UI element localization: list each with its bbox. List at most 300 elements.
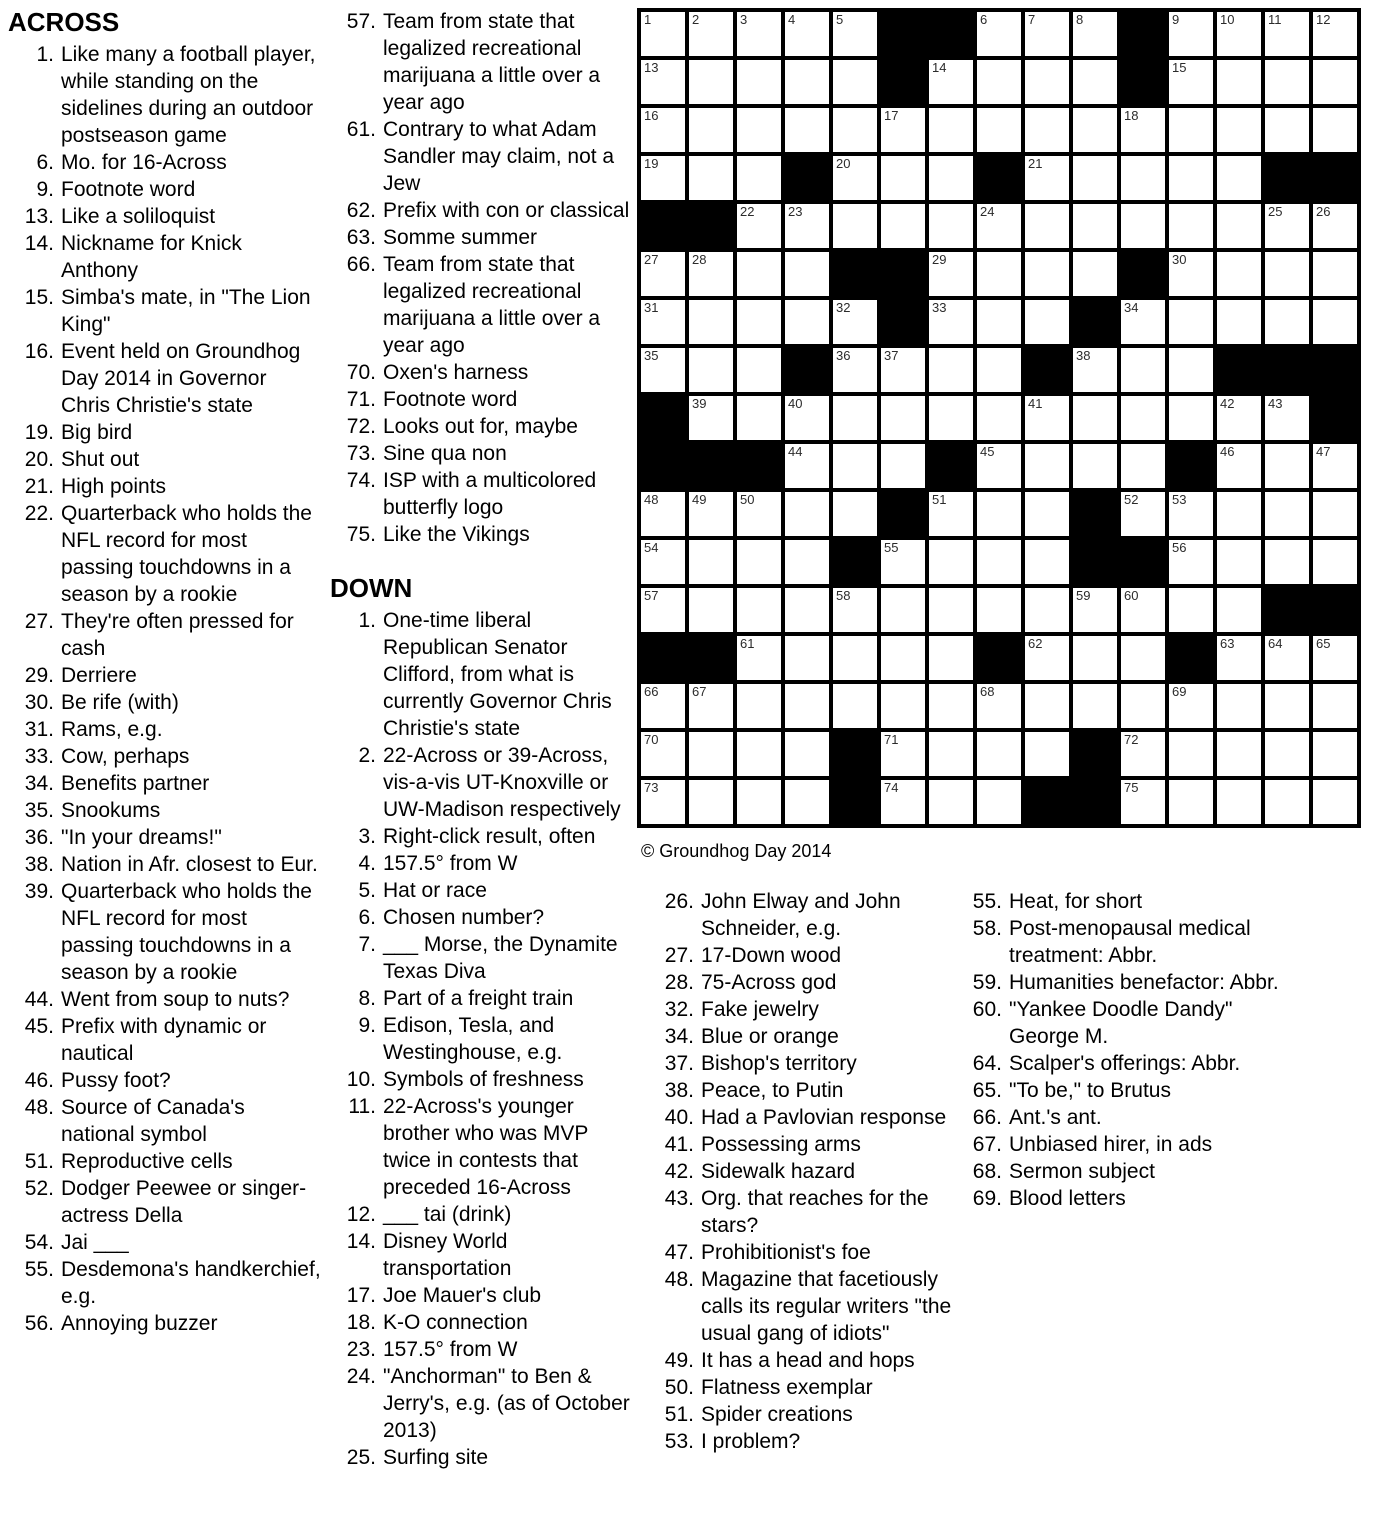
grid-cell[interactable] — [1265, 540, 1309, 584]
clue-text: Post-menopausal medical treatment: Abbr. — [1009, 917, 1251, 967]
grid-cell[interactable] — [785, 300, 829, 344]
grid-cell[interactable] — [1073, 156, 1117, 200]
grid-cell[interactable] — [1121, 348, 1165, 392]
grid-cell[interactable] — [833, 636, 877, 680]
grid-cell[interactable] — [1217, 492, 1261, 536]
grid-cell[interactable] — [785, 60, 829, 104]
grid-cell[interactable] — [1073, 348, 1117, 392]
clue-across-20 — [8, 446, 321, 473]
clue-text: Quarterback who holds the NFL record for most passing touchdowns in a season by a rookie — [61, 502, 312, 606]
grid-cell[interactable] — [1265, 444, 1309, 488]
grid-cell[interactable] — [1265, 108, 1309, 152]
clue-across-30 — [8, 689, 321, 716]
grid-cell[interactable] — [1265, 300, 1309, 344]
grid-cell[interactable] — [929, 780, 973, 824]
grid-cell[interactable] — [881, 540, 925, 584]
grid-cell[interactable] — [833, 684, 877, 728]
cell-number: 34 — [1124, 300, 1139, 315]
cell-number: 5 — [836, 12, 844, 27]
grid-cell[interactable] — [689, 12, 733, 56]
clue-number: 38. — [24, 853, 54, 876]
grid-cell[interactable] — [881, 780, 925, 824]
clue-number: 62. — [346, 199, 376, 222]
grid-cell[interactable] — [881, 588, 925, 632]
clue-across-56 — [8, 1310, 321, 1337]
grid-cell[interactable] — [737, 492, 781, 536]
clue-down-17 — [330, 1282, 637, 1309]
grid-cell[interactable] — [1217, 252, 1261, 296]
grid-cell[interactable] — [929, 540, 973, 584]
cell-number: 47 — [1316, 444, 1331, 459]
clue-text: Somme summer — [383, 226, 538, 249]
grid-cell[interactable] — [641, 348, 685, 392]
grid-cell[interactable] — [1073, 204, 1117, 248]
grid-cell[interactable] — [785, 444, 829, 488]
clue-text: Scalper's offerings: Abbr. — [1009, 1052, 1241, 1075]
grid-cell[interactable] — [1073, 444, 1117, 488]
grid-cell[interactable] — [1073, 636, 1117, 680]
grid-cell[interactable] — [785, 204, 829, 248]
clue-number: 34. — [664, 1025, 694, 1048]
clue-text: Right-click result, often — [383, 825, 596, 848]
clue-across-51 — [8, 1148, 321, 1175]
grid-cell[interactable] — [929, 156, 973, 200]
cell-number: 73 — [644, 780, 659, 795]
grid-cell[interactable] — [1025, 108, 1069, 152]
grid-cell[interactable] — [689, 780, 733, 824]
grid-cell[interactable] — [881, 684, 925, 728]
grid-cell[interactable] — [1265, 204, 1309, 248]
grid-cell-black — [785, 348, 829, 392]
clue-down-40 — [648, 1104, 953, 1131]
grid-cell[interactable] — [689, 108, 733, 152]
cell-number: 50 — [740, 492, 755, 507]
grid-cell[interactable] — [1313, 300, 1357, 344]
grid-cell[interactable] — [881, 156, 925, 200]
cell-number: 28 — [692, 252, 707, 267]
grid-cell[interactable] — [1265, 732, 1309, 776]
grid-cell[interactable] — [737, 156, 781, 200]
grid-cell[interactable] — [1217, 108, 1261, 152]
grid-cell[interactable] — [1169, 540, 1213, 584]
grid-cell[interactable] — [641, 156, 685, 200]
cell-number: 23 — [788, 204, 803, 219]
grid-cell[interactable] — [1121, 780, 1165, 824]
grid-cell[interactable] — [1121, 300, 1165, 344]
cell-number: 9 — [1172, 12, 1180, 27]
grid-cell[interactable] — [1121, 588, 1165, 632]
grid-cell[interactable] — [929, 636, 973, 680]
grid-cell[interactable] — [977, 12, 1021, 56]
grid-cell[interactable] — [1313, 108, 1357, 152]
grid-cell[interactable] — [689, 540, 733, 584]
clue-number: 66. — [972, 1106, 1002, 1129]
grid-cell[interactable] — [641, 732, 685, 776]
grid-cell[interactable] — [1217, 204, 1261, 248]
grid-cell-black — [929, 444, 973, 488]
grid-cell[interactable] — [1025, 60, 1069, 104]
grid-cell[interactable] — [929, 732, 973, 776]
across-clues-column — [8, 8, 321, 1337]
clue-text: Shut out — [61, 448, 140, 471]
grid-cell[interactable] — [1217, 300, 1261, 344]
cell-number: 33 — [932, 300, 947, 315]
clue-number: 47. — [664, 1241, 694, 1264]
clue-text: Rams, e.g. — [61, 718, 163, 741]
grid-cell[interactable] — [977, 540, 1021, 584]
grid-cell[interactable] — [1025, 588, 1069, 632]
grid-cell[interactable] — [1025, 492, 1069, 536]
grid-cell[interactable] — [1313, 492, 1357, 536]
grid-cell[interactable] — [977, 300, 1021, 344]
grid-cell[interactable] — [1313, 540, 1357, 584]
grid-cell[interactable] — [977, 252, 1021, 296]
grid-cell[interactable] — [977, 588, 1021, 632]
grid-cell[interactable] — [1025, 732, 1069, 776]
grid-cell[interactable] — [1313, 252, 1357, 296]
grid-cell[interactable] — [1121, 108, 1165, 152]
grid-cell[interactable] — [833, 348, 877, 392]
grid-cell[interactable] — [641, 780, 685, 824]
grid-cell[interactable] — [1169, 684, 1213, 728]
grid-cell[interactable] — [689, 300, 733, 344]
grid-cell[interactable] — [737, 108, 781, 152]
clue-down-2 — [330, 742, 637, 823]
grid-cell[interactable] — [1169, 108, 1213, 152]
clue-text: Team from state that legalized recreational marijuana a little over a year ago — [383, 253, 601, 357]
clue-down-14 — [330, 1228, 637, 1282]
grid-cell[interactable] — [1217, 60, 1261, 104]
grid-cell[interactable] — [737, 588, 781, 632]
clue-text: 75-Across god — [701, 971, 837, 994]
grid-cell[interactable] — [641, 588, 685, 632]
grid-cell[interactable] — [881, 108, 925, 152]
grid-cell-black — [1169, 636, 1213, 680]
grid-cell-black — [977, 636, 1021, 680]
grid-cell[interactable] — [881, 444, 925, 488]
grid-cell[interactable] — [1025, 204, 1069, 248]
grid-cell-black — [929, 12, 973, 56]
clue-text: Desdemona's handkerchief, e.g. — [61, 1258, 321, 1308]
clue-across-52 — [8, 1175, 321, 1229]
grid-cell[interactable] — [737, 12, 781, 56]
grid-cell[interactable] — [1313, 60, 1357, 104]
grid-cell[interactable] — [977, 60, 1021, 104]
grid-cell[interactable] — [1073, 396, 1117, 440]
grid-cell-black — [881, 60, 925, 104]
grid-cell[interactable] — [833, 588, 877, 632]
clue-number: 4. — [358, 852, 376, 875]
grid-cell[interactable] — [977, 108, 1021, 152]
grid-cell[interactable] — [1169, 204, 1213, 248]
clue-number: 45. — [24, 1015, 54, 1038]
grid-cell[interactable] — [737, 396, 781, 440]
grid-cell[interactable] — [1169, 732, 1213, 776]
grid-cell[interactable] — [641, 492, 685, 536]
grid-cell[interactable] — [689, 588, 733, 632]
grid-cell[interactable] — [689, 492, 733, 536]
grid-cell[interactable] — [1169, 12, 1213, 56]
grid-cell[interactable] — [785, 732, 829, 776]
grid-cell[interactable] — [641, 108, 685, 152]
clue-number: 44. — [24, 988, 54, 1011]
grid-cell[interactable] — [737, 636, 781, 680]
grid-cell[interactable] — [977, 684, 1021, 728]
grid-cell[interactable] — [833, 492, 877, 536]
grid-cell[interactable] — [881, 636, 925, 680]
grid-cell-black — [833, 540, 877, 584]
grid-cell[interactable] — [1121, 684, 1165, 728]
grid-cell[interactable] — [1217, 396, 1261, 440]
grid-cell[interactable] — [689, 60, 733, 104]
grid-cell[interactable] — [737, 60, 781, 104]
grid-cell[interactable] — [977, 732, 1021, 776]
grid-cell[interactable] — [833, 156, 877, 200]
cell-number: 38 — [1076, 348, 1091, 363]
grid-cell[interactable] — [1025, 444, 1069, 488]
grid-cell-black — [1265, 588, 1309, 632]
clue-number: 9. — [358, 1014, 376, 1037]
clue-down-25 — [330, 1444, 637, 1471]
clue-text: Prefix with con or classical — [383, 199, 630, 222]
grid-cell[interactable] — [737, 780, 781, 824]
grid-cell[interactable] — [1313, 444, 1357, 488]
grid-cell[interactable] — [785, 12, 829, 56]
grid-cell[interactable] — [833, 396, 877, 440]
grid-cell[interactable] — [833, 444, 877, 488]
cell-number: 66 — [644, 684, 659, 699]
grid-cell[interactable] — [977, 348, 1021, 392]
grid-cell[interactable] — [641, 252, 685, 296]
grid-cell[interactable] — [881, 732, 925, 776]
cell-number: 35 — [644, 348, 659, 363]
grid-cell[interactable] — [785, 108, 829, 152]
grid-cell[interactable] — [1217, 444, 1261, 488]
grid-cell[interactable] — [1169, 348, 1213, 392]
grid-cell[interactable] — [1169, 60, 1213, 104]
grid-cell[interactable] — [1265, 780, 1309, 824]
grid-cell[interactable] — [881, 396, 925, 440]
grid-cell[interactable] — [1313, 684, 1357, 728]
grid-cell[interactable] — [1169, 492, 1213, 536]
clue-text: ISP with a multicolored butterfly logo — [383, 469, 597, 519]
grid-cell[interactable] — [1121, 156, 1165, 200]
grid-cell[interactable] — [929, 396, 973, 440]
grid-cell[interactable] — [689, 252, 733, 296]
clue-across-6 — [8, 149, 321, 176]
grid-cell[interactable] — [1217, 156, 1261, 200]
cell-number: 36 — [836, 348, 851, 363]
clue-number: 33. — [24, 745, 54, 768]
grid-cell[interactable] — [1025, 540, 1069, 584]
grid-cell[interactable] — [689, 396, 733, 440]
grid-cell[interactable] — [977, 780, 1021, 824]
grid-cell[interactable] — [1313, 12, 1357, 56]
grid-cell[interactable] — [1169, 780, 1213, 824]
clue-number: 18. — [346, 1311, 376, 1334]
grid-cell[interactable] — [1169, 588, 1213, 632]
clue-text: Humanities benefactor: Abbr. — [1009, 971, 1279, 994]
grid-cell[interactable] — [1313, 636, 1357, 680]
grid-cell[interactable] — [881, 204, 925, 248]
grid-cell[interactable] — [1217, 684, 1261, 728]
grid-cell[interactable] — [1217, 780, 1261, 824]
clue-down-68 — [956, 1158, 1288, 1185]
clue-number: 69. — [972, 1187, 1002, 1210]
grid-cell[interactable] — [1121, 204, 1165, 248]
grid-cell[interactable] — [1121, 444, 1165, 488]
clue-number: 37. — [664, 1052, 694, 1075]
grid-cell[interactable] — [737, 204, 781, 248]
clue-number: 43. — [664, 1187, 694, 1210]
grid-cell[interactable] — [641, 684, 685, 728]
clue-across-21 — [8, 473, 321, 500]
grid-cell[interactable] — [833, 204, 877, 248]
clue-number: 36. — [24, 826, 54, 849]
cell-number: 54 — [644, 540, 659, 555]
grid-cell-black — [833, 732, 877, 776]
clue-number: 67. — [972, 1133, 1002, 1156]
grid-cell[interactable] — [1121, 492, 1165, 536]
grid-cell[interactable] — [1025, 684, 1069, 728]
grid-cell[interactable] — [833, 300, 877, 344]
grid-cell[interactable] — [929, 300, 973, 344]
grid-cell[interactable] — [737, 348, 781, 392]
grid-cell[interactable] — [929, 348, 973, 392]
grid-cell[interactable] — [977, 396, 1021, 440]
grid-cell[interactable] — [785, 780, 829, 824]
clue-number: 27. — [664, 944, 694, 967]
clue-text: 157.5° from W — [383, 1338, 518, 1361]
grid-cell[interactable] — [785, 588, 829, 632]
grid-cell[interactable] — [1025, 12, 1069, 56]
clue-down-47 — [648, 1239, 953, 1266]
clue-across-9 — [8, 176, 321, 203]
grid-cell[interactable] — [641, 300, 685, 344]
grid-cell[interactable] — [689, 684, 733, 728]
clue-number: 30. — [24, 691, 54, 714]
grid-cell[interactable] — [689, 156, 733, 200]
clue-text: Org. that reaches for the stars? — [701, 1187, 929, 1237]
cell-number: 68 — [980, 684, 995, 699]
clue-number: 71. — [346, 388, 376, 411]
grid-cell[interactable] — [833, 12, 877, 56]
grid-cell[interactable] — [1265, 684, 1309, 728]
grid-cell[interactable] — [1265, 636, 1309, 680]
grid-cell[interactable] — [1217, 588, 1261, 632]
clue-text: K-O connection — [383, 1311, 528, 1334]
grid-cell[interactable] — [1169, 252, 1213, 296]
grid-cell[interactable] — [785, 396, 829, 440]
grid-cell[interactable] — [1265, 396, 1309, 440]
grid-cell[interactable] — [1265, 492, 1309, 536]
grid-cell[interactable] — [785, 684, 829, 728]
grid-cell[interactable] — [1073, 12, 1117, 56]
grid-cell[interactable] — [785, 636, 829, 680]
grid-cell[interactable] — [929, 252, 973, 296]
grid-cell[interactable] — [737, 252, 781, 296]
grid-cell[interactable] — [1217, 732, 1261, 776]
grid-cell[interactable] — [689, 348, 733, 392]
grid-cell[interactable] — [737, 540, 781, 584]
grid-cell[interactable] — [785, 540, 829, 584]
grid-cell[interactable] — [929, 108, 973, 152]
grid-cell[interactable] — [1265, 252, 1309, 296]
grid-cell[interactable] — [1025, 396, 1069, 440]
grid-cell[interactable] — [1313, 732, 1357, 776]
clue-across-36 — [8, 824, 321, 851]
grid-cell[interactable] — [833, 108, 877, 152]
grid-cell[interactable] — [1265, 12, 1309, 56]
grid-cell[interactable] — [785, 252, 829, 296]
grid-cell-black — [641, 636, 685, 680]
grid-cell[interactable] — [1073, 252, 1117, 296]
grid-cell[interactable] — [1265, 60, 1309, 104]
grid-cell[interactable] — [1025, 252, 1069, 296]
grid-cell[interactable] — [1169, 396, 1213, 440]
grid-cell[interactable] — [1025, 300, 1069, 344]
grid-cell[interactable] — [1313, 780, 1357, 824]
grid-cell[interactable] — [1025, 636, 1069, 680]
grid-cell[interactable] — [1025, 156, 1069, 200]
grid-cell[interactable] — [1073, 108, 1117, 152]
grid-cell[interactable] — [1217, 12, 1261, 56]
clue-text: Peace, to Putin — [701, 1079, 844, 1102]
grid-cell[interactable] — [689, 732, 733, 776]
grid-cell[interactable] — [1073, 588, 1117, 632]
clue-across-15 — [8, 284, 321, 338]
grid-cell[interactable] — [929, 60, 973, 104]
grid-cell[interactable] — [1217, 636, 1261, 680]
cell-number: 16 — [644, 108, 659, 123]
grid-cell[interactable] — [929, 492, 973, 536]
grid-cell[interactable] — [1073, 60, 1117, 104]
grid-cell[interactable] — [977, 204, 1021, 248]
cell-number: 40 — [788, 396, 803, 411]
clue-down-12 — [330, 1201, 637, 1228]
grid-cell[interactable] — [1121, 636, 1165, 680]
grid-cell[interactable] — [929, 684, 973, 728]
grid-cell[interactable] — [1073, 684, 1117, 728]
grid-cell[interactable] — [641, 12, 685, 56]
grid-cell[interactable] — [737, 300, 781, 344]
clue-text: Nickname for Knick Anthony — [61, 232, 242, 282]
grid-cell[interactable] — [1169, 300, 1213, 344]
grid-cell[interactable] — [977, 492, 1021, 536]
grid-cell[interactable] — [1121, 396, 1165, 440]
grid-cell[interactable] — [977, 444, 1021, 488]
grid-cell[interactable] — [737, 732, 781, 776]
grid-cell[interactable] — [737, 684, 781, 728]
grid-cell[interactable] — [833, 60, 877, 104]
grid-cell[interactable] — [641, 540, 685, 584]
cell-number: 64 — [1268, 636, 1283, 651]
clue-number: 16. — [24, 340, 54, 363]
grid-cell[interactable] — [641, 60, 685, 104]
grid-cell[interactable] — [785, 492, 829, 536]
clue-number: 60. — [972, 998, 1002, 1021]
grid-cell[interactable] — [1169, 156, 1213, 200]
grid-cell[interactable] — [881, 348, 925, 392]
clue-down-64 — [956, 1050, 1288, 1077]
grid-cell[interactable] — [1121, 732, 1165, 776]
grid-cell[interactable] — [1313, 204, 1357, 248]
grid-cell[interactable] — [1217, 540, 1261, 584]
clue-text: Oxen's harness — [383, 361, 529, 384]
clue-number: 1. — [358, 609, 376, 632]
grid-cell[interactable] — [929, 588, 973, 632]
grid-cell[interactable] — [929, 204, 973, 248]
